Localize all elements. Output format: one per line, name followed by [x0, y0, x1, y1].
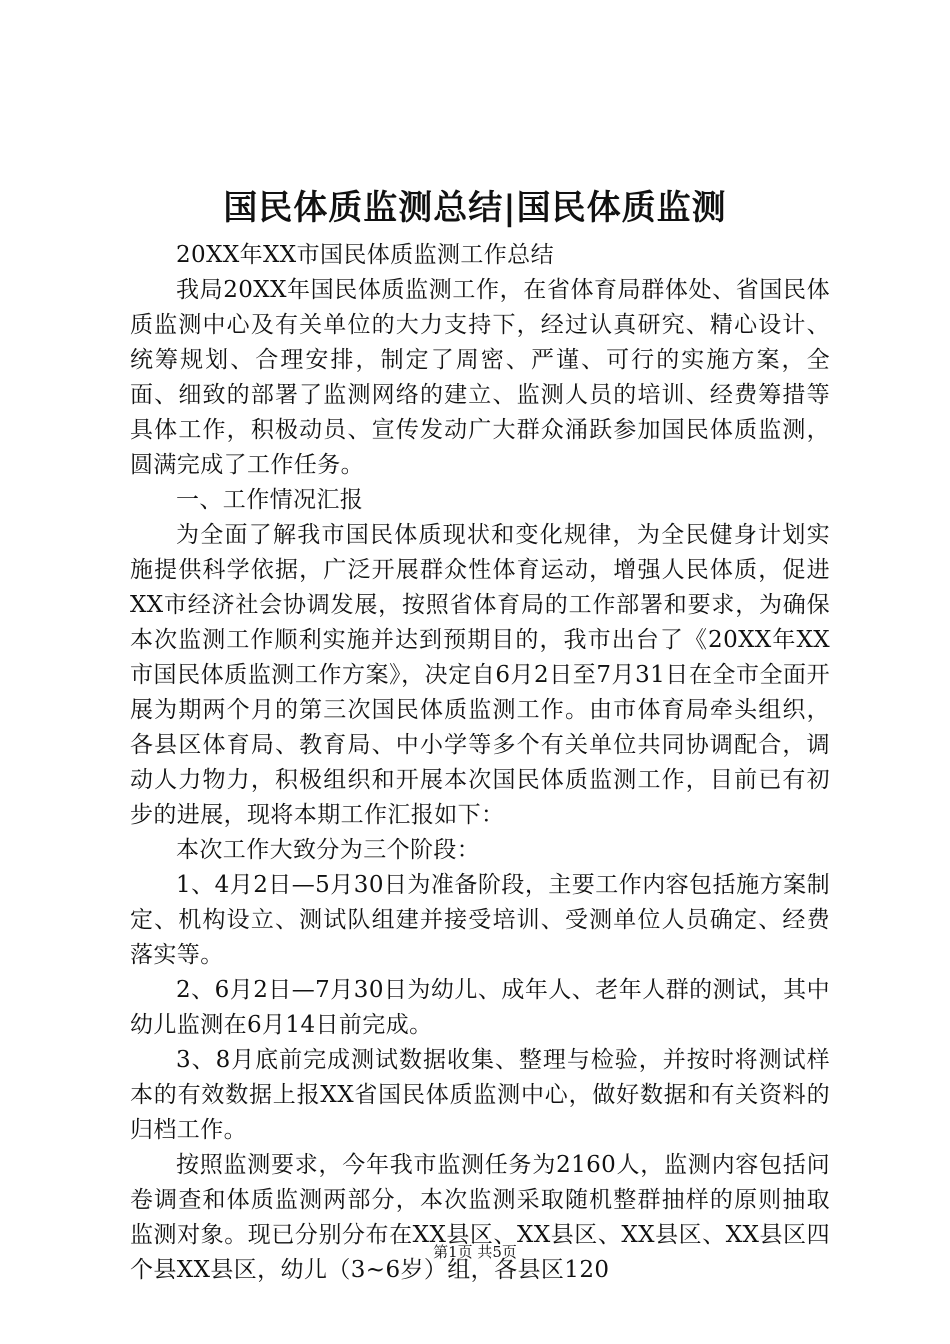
paragraph-background: 为全面了解我市国民体质现状和变化规律，为全民健身计划实施提供科学依据，广泛开展群众性体育运动，增强人民体质，促进XX市经济社会协调发展，按照省体育局的工作部署和要求，为确保本次监测工作顺利实施并达到预期目的，我市出台了《20XX年XX市国民体质监测工作方案》，决定自6月2日至7月31日在全市全面开展为期两个月的第三次国民体质监测工作。由市体育局牵头组织，各县区体育局、教育局、中小学等多个有关单位共同协调配合，调动人力物力，积极组织和开展本次国民体质监测工作，目前已有初步的进展，现将本期工作汇报如下： [130, 522, 830, 828]
document-title: 国民体质监测总结|国民体质监测 [223, 188, 727, 228]
paragraph-stages-intro: 本次工作大致分为三个阶段： [176, 837, 481, 863]
paragraph-intro: 我局20XX年国民体质监测工作，在省体育局群体处、省国民体质监测中心及有关单位的大力支持下，经过认真研究、精心设计、统筹规划、合理安排，制定了周密、严谨、可行的实施方案，全面、细致的部署了监测网络的建立、监测人员的培训、经费筹措等具体工作，积极动员、宣传发动广大群众涌跃参加国民体质监测，圆满完成了工作任务。 [130, 277, 830, 478]
paragraph-stage-3: 3、8月底前完成测试数据收集、整理与检验，并按时将测试样本的有效数据上报XX省国民体质监测中心，做好数据和有关资料的归档工作。 [130, 1047, 830, 1143]
paragraph-requirements: 按照监测要求，今年我市监测任务为2160人，监测内容包括问卷调查和体质监测两部分，本次监测采取随机整群抽样的原则抽取监测对象。现已分别分布在XX县区、XX县区、XX县区、XX县区四个县XX县区，幼儿（3~6岁）组，各县区120 [130, 1152, 830, 1283]
paragraph-stage-2: 2、6月2日—7月30日为幼儿、成年人、老年人群的测试，其中幼儿监测在6月14日前完成。 [130, 977, 830, 1038]
page-footer: 第1页 共5页 [433, 1243, 517, 1261]
paragraph-stage-1: 1、4月2日—5月30日为准备阶段，主要工作内容包括施方案制定、机构设立、测试队组建并接受培训、受测单位人员确定、经费落实等。 [130, 872, 830, 968]
document-body [130, 238, 830, 1288]
section-heading: 一、工作情况汇报 [176, 487, 364, 513]
paragraph-subtitle: 20XX年XX市国民体质监测工作总结 [176, 242, 554, 268]
